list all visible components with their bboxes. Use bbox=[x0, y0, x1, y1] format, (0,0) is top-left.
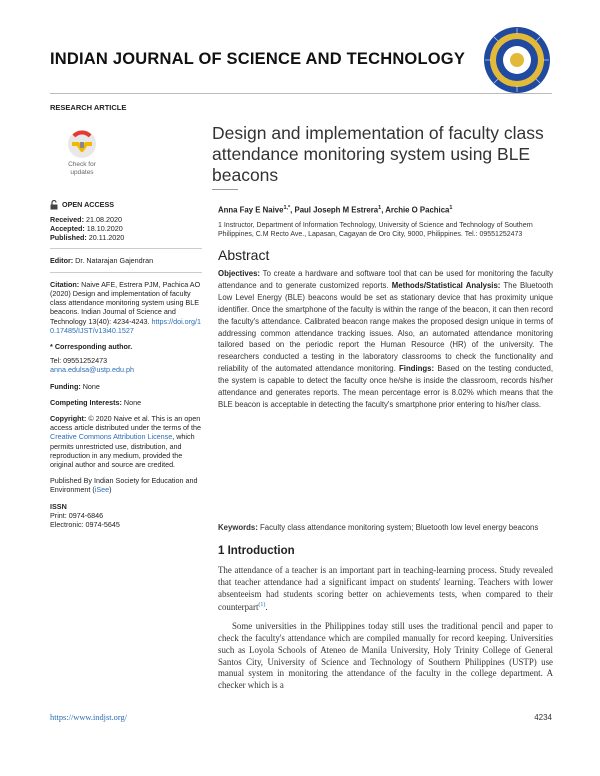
affiliation-number: 1 bbox=[218, 222, 222, 229]
author-3: , Archie O Pachica bbox=[381, 205, 450, 215]
abstract-heading: Abstract bbox=[218, 247, 270, 263]
intro-p1-text: The attendance of a teacher is an important part in teaching-learning process. Study revealed that teacher attendance had a significant impact on students' learning. Teachers with lower absenteeism had students scoring better on achievements tests, when compared to their counterpart bbox=[218, 565, 553, 613]
article-info-sidebar: OPEN ACCESS Received: 21.08.2020 Accepted: 18.10.2020 Published: 20.11.2020 Editor: Dr. Natarajan Gajendran Citation: Naive AFE, Estrera PJM, Pachica AO (2020) Design and implementation of faculty class attendance monitoring system using BLE beacons. Indian Journal of Science and Technology 13(40): 4234-4243. https://doi.org/10.17485/IJST/v13i40.1527 * Corresponding author. Tel: 09551252473 anna.edulsa@ustp.edu.ph Funding: None Competing Interests: None Copyright: © 2020 Naive et al. This is an open access article distributed under the terms of the Creative Commons Attribution License, which permits unrestricted use, distribution, and reproduction in any medium, provided the original author and source are credited. Published By Indian Society for Education and Environment (iSee) ISSN Print: 0974-6846 Electronic: 0974-5645 bbox=[50, 200, 202, 530]
footer-url-link[interactable]: https://www.indjst.org/ bbox=[50, 713, 128, 722]
intro-p1-end: . bbox=[265, 602, 268, 613]
funding-value: None bbox=[82, 381, 100, 391]
open-access bbox=[50, 200, 202, 210]
affiliation-text: Instructor, Department of Information Technology, University of Science and Technology of Southern Philippines, C.M Recto Ave., Lapasan, Cagayan de Oro City, 9000, Philippines. Tel.: 09551252473 bbox=[218, 222, 533, 239]
intro-paragraph-2: Some universities in the Philippines today still uses the traditional pencil and paper to check the faculty's attendance which are compiled manually for record keeping. Universities such as Loyola Schools of Ateneo de Manila University, Holy Trinity College of General Santos City, University of Science and Technology of Southern Philippines (USTP) use manual system in monitoring the attendance of the faculty in the college department. A checker which is a bbox=[218, 621, 553, 691]
author-1: Anna Fay E Naive bbox=[218, 205, 284, 215]
article-title: Design and implementation of faculty class attendance monitoring system using BLE beacons bbox=[212, 123, 544, 185]
published-by-end: ) bbox=[109, 485, 112, 495]
license-link[interactable]: Creative Commons Attribution License bbox=[50, 432, 173, 442]
intro-paragraph-1 bbox=[218, 565, 553, 614]
title-divider bbox=[212, 189, 238, 190]
citation-doi-link[interactable]: https://doi.org/10.17485/IJST/v13i40.1527 bbox=[50, 316, 202, 335]
author-list bbox=[218, 205, 452, 215]
author-1-sup: 1,* bbox=[283, 205, 291, 211]
check-updates-line2: updates bbox=[70, 169, 94, 176]
author-2: , Paul Joseph M Estrera bbox=[290, 205, 379, 215]
reference-1-link[interactable]: (1) bbox=[258, 602, 266, 609]
issn-electronic: Electronic: 0974-5645 bbox=[50, 520, 120, 530]
citation-text: Naive AFE, Estrera PJM, Pachica AO (2020) Design and implementation of faculty class attendance monitoring system using BLE beacons. Indian Journal of Science and Technology 13(40): 4234-4243. bbox=[50, 279, 201, 326]
check-updates-icon bbox=[58, 128, 106, 162]
objectives-text: To create a hardware and software tool that can be used for monitoring the faculty attendance and to generate customized reports. bbox=[218, 269, 554, 290]
editor-label: Editor: bbox=[50, 255, 74, 265]
keywords bbox=[218, 522, 553, 534]
published-by: Published By Indian Society for Education and Environment ( bbox=[50, 476, 198, 495]
check-updates-line1: Check for bbox=[68, 161, 96, 168]
methods-text: The Bluetooth Low Level Energy (BLE) beacons would be set as stationary device that has proximity unique identifier. Once the smartphone of the faculty is within the range of the beacon, it can then record the faculty's attendance. Calibrated beacon range makes the proposed design unique in terms of addressing common attendance tracking issues. Also, an automated attendance monitoring tailored based on the periodic report the Human Resource (HR) of the university. The researchers conducted a testing in the laboratory classrooms to check the functionality and reliability of the automated attendance monitoring. bbox=[218, 280, 553, 374]
abstract-body bbox=[218, 268, 553, 411]
received-date: 21.08.2020 bbox=[85, 215, 122, 224]
introduction-body bbox=[218, 565, 553, 699]
tel: Tel: 09551252473 bbox=[50, 356, 108, 366]
author-3-sup: 1 bbox=[449, 205, 453, 211]
email-link[interactable]: anna.edulsa@ustp.edu.ph bbox=[50, 365, 135, 375]
open-lock-icon bbox=[50, 200, 58, 210]
findings-label: Findings: bbox=[399, 364, 435, 374]
funding-label: Funding: bbox=[50, 381, 81, 391]
sidebar-divider bbox=[50, 272, 202, 273]
page-number: 4234 bbox=[534, 713, 552, 722]
findings-text: Based on the testing conducted, the system is capable to detect the faculty once he/she is inside the classroom, records his/her attendance and generates reports. The mean percentage error is 8.02% which means that the BLE beacon is acceptable in detecting the faculty's smartphone prior entering to his/her class. bbox=[218, 364, 553, 409]
check-for-updates-badge[interactable] bbox=[58, 128, 106, 186]
introduction-heading: 1 Introduction bbox=[218, 545, 295, 557]
editor-name: Dr. Natarajan Gajendran bbox=[75, 255, 154, 265]
competing-interests-label: Competing Interests: bbox=[50, 397, 122, 407]
journal-seal-icon bbox=[483, 26, 551, 94]
affiliation bbox=[218, 221, 554, 239]
article-type: RESEARCH ARTICLE bbox=[50, 103, 127, 112]
corresponding-author-label: Corresponding author. bbox=[54, 342, 133, 352]
header-divider bbox=[50, 93, 552, 94]
published-date: 20.11.2020 bbox=[88, 233, 125, 243]
methods-label: Methods/Statistical Analysis: bbox=[391, 280, 501, 290]
isee-link[interactable]: iSee bbox=[94, 485, 110, 495]
sidebar-divider bbox=[50, 248, 202, 249]
issn-label: ISSN bbox=[50, 501, 67, 511]
keywords-label: Keywords: bbox=[218, 523, 258, 532]
citation-label: Citation: bbox=[50, 279, 80, 289]
objectives-label: Objectives: bbox=[218, 269, 261, 278]
keywords-text: Faculty class attendance monitoring system; Bluetooth low level energy beacons bbox=[260, 523, 539, 532]
published-label: Published: bbox=[50, 233, 87, 243]
accepted-label: Accepted: bbox=[50, 224, 85, 234]
issn-print: Print: 0974-6846 bbox=[50, 510, 104, 520]
copyright-text: © 2020 Naive et al. This is an open access article distributed under the terms of the bbox=[50, 414, 202, 433]
journal-title: INDIAN JOURNAL OF SCIENCE AND TECHNOLOGY bbox=[50, 50, 466, 68]
author-2-sup: 1 bbox=[378, 205, 382, 211]
received-label: Received: bbox=[50, 215, 84, 224]
competing-interests-value: None bbox=[123, 397, 142, 407]
copyright-text-end: , which permits unrestricted use, distribution, and reproduction in any medium, provided the original author and source are credited. bbox=[50, 432, 195, 470]
open-access-label: OPEN ACCESS bbox=[62, 200, 115, 210]
accepted-date: 18.10.2020 bbox=[86, 224, 123, 234]
copyright-label: Copyright: bbox=[50, 414, 87, 424]
